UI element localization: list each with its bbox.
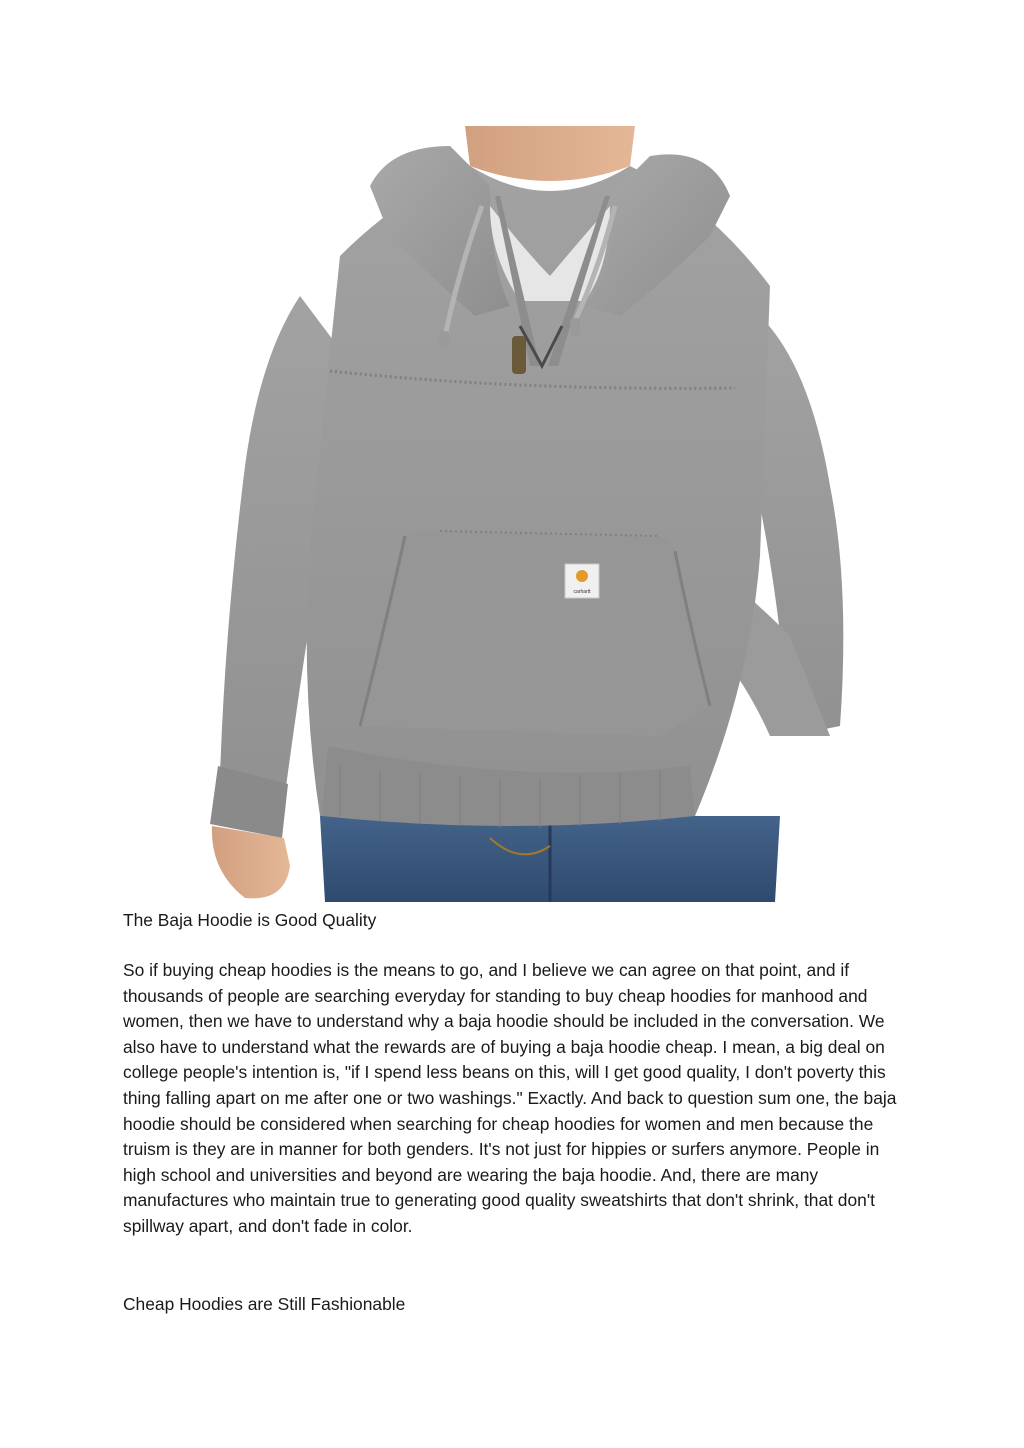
zipper-pull <box>512 336 526 374</box>
caption <box>123 908 903 934</box>
hoodie-illustration <box>190 126 902 902</box>
paragraph-text: So if buying cheap hoodies is the means to go, and I believe we can agree on that point, and if thousands of people are searching everyday for standing to buy cheap hoodies for manhood and women, then we have to understand why a baja hoodie should be included in the conversation. We also have to understand what the rewards are of buying a baja hoodie cheap. I mean, a big deal on college people's intention is, "if I spend less beans on this, will I get good quality, I don't poverty this thing falling apart on me after one or two washings." Exactly. And back to question sum one, the baja hoodie should be considered when searching for cheap hoodies for women and men because the truism is they are in manner for both genders. It's not just for hippies or surfers anymore. People in high school and universities and beyond are wearing the baja hoodie. And, there are many manufactures who maintain true to generating good quality sweatshirts that don't shrink, that don't spillway apart, and don't fade in color. <box>123 960 897 1236</box>
hoodie-photo <box>190 126 902 902</box>
subheading-text: Cheap Hoodies are Still Fashionable <box>123 1294 406 1314</box>
caption-text: The Baja Hoodie is Good Quality <box>123 910 377 930</box>
brand-patch <box>565 564 599 598</box>
front-pocket <box>360 529 710 736</box>
neck-skin <box>465 126 635 181</box>
subheading <box>123 1292 903 1318</box>
brand-patch-label: carhartt <box>573 589 591 595</box>
body-paragraph <box>123 958 903 1240</box>
